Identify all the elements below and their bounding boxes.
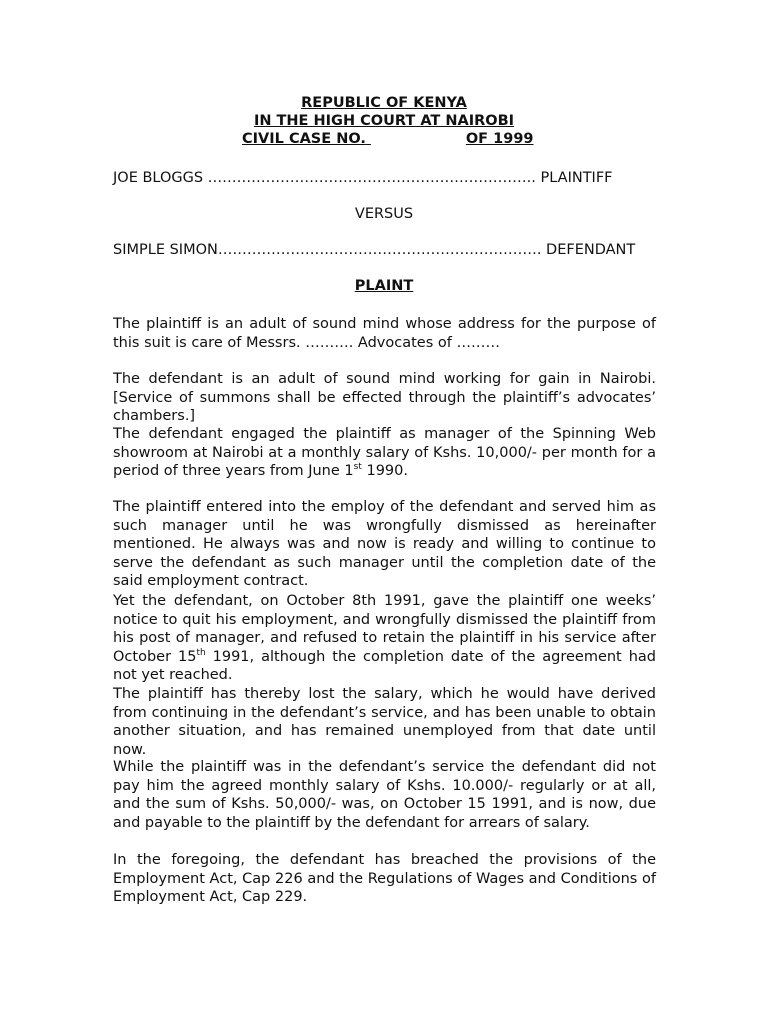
case-number-blank xyxy=(366,130,466,148)
paragraph-4: The plaintiff entered into the employ of the defendant and served him as such manager until he was wrongfully dismissed as hereinafter mentioned. He always was and now is ready and willing to continue to serve the defendant as such manager until the completion date of the said employment contract. xyxy=(113,499,656,590)
paragraph-5 xyxy=(113,592,656,685)
paragraph-3 xyxy=(113,425,656,481)
defendant-line: SIMPLE SIMON…………………………………………………………. DEFENDANT xyxy=(113,242,636,258)
paragraph-1: The plaintiff is an adult of sound mind whose address for the purpose of this suit is care of Messrs. ………. Advocates of ……… xyxy=(113,316,656,351)
heading-case-number xyxy=(242,130,534,148)
paragraph-3-ordinal: st xyxy=(353,462,362,473)
case-number-prefix: CIVIL CASE NO. xyxy=(242,131,366,147)
plaintiff-line: JOE BLOGGS ………………………………………………………….. PLAINTIFF xyxy=(113,170,613,186)
paragraph-5-ordinal: th xyxy=(196,647,206,658)
paragraph-2: The defendant is an adult of sound mind working for gain in Nairobi. [Service of summons shall be effected through the plaintiff’s advocates’ chambers.] xyxy=(113,371,656,425)
paragraph-3-tail: 1990. xyxy=(361,463,408,480)
versus-label: VERSUS xyxy=(354,206,414,222)
paragraph-5-text: Yet the defendant, on October 8th 1991, gave the plaintiff one weeks’ notice to quit his employment, and wrongfully dismissed the plaintiff from his post of manager, and refused to retain the plaintiff in his service after October 15 xyxy=(113,593,656,665)
heading-republic: REPUBLIC OF KENYA xyxy=(301,95,467,111)
document-title: PLAINT xyxy=(354,278,414,294)
heading-court: IN THE HIGH COURT AT NAIROBI xyxy=(253,113,515,129)
paragraph-3-text: The defendant engaged the plaintiff as manager of the Spinning Web showroom at Nairobi at a monthly salary of Kshs. 10,000/- per month for a period of three years from June 1 xyxy=(113,426,656,480)
paragraph-8: In the foregoing, the defendant has breached the provisions of the Employment Act, Cap 226 and the Regulations of Wages and Conditions of Employment Act, Cap 229. xyxy=(113,852,656,906)
paragraph-5-tail: 1991, although the completion date of the agreement had not yet reached. xyxy=(113,648,656,684)
case-number-suffix: OF 1999 xyxy=(465,131,534,147)
paragraph-7: While the plaintiff was in the defendant’s service the defendant did not pay him the agreed monthly salary of Kshs. 10.000/- regularly or at all, and the sum of Kshs. 50,000/- was, on October 15 1991, and is now, due and payable to the plaintiff by the defendant for arrears of salary. xyxy=(113,759,656,831)
paragraph-6: The plaintiff has thereby lost the salary, which he would have derived from continuing in the defendant’s service, and has been unable to obtain another situation, and has remained unemployed from that date until now. xyxy=(113,686,656,758)
